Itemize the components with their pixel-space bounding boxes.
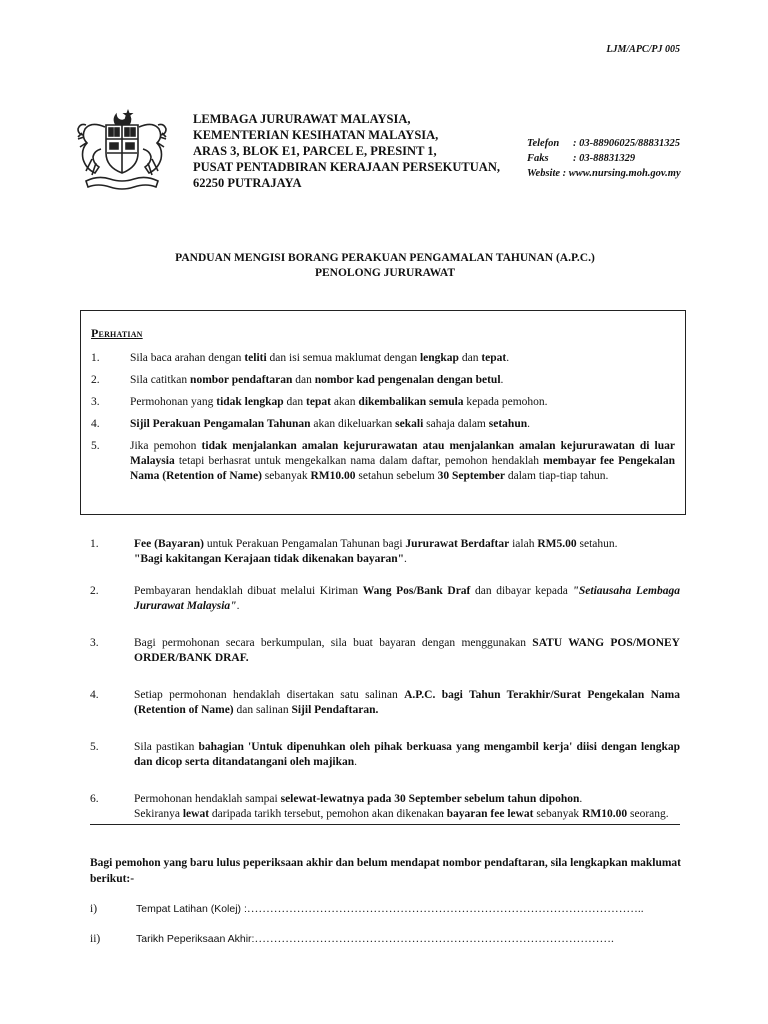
field-number: i) [90, 903, 98, 915]
text-run: Sila pastikan [134, 741, 199, 753]
text-run: . [404, 553, 407, 565]
text-run: RM5.00 [537, 538, 577, 550]
website-row: Website : www.nursing.moh.gov.my [527, 167, 681, 179]
text-run: Sila catitkan [130, 374, 191, 386]
text-run: tidak lengkap [216, 396, 284, 408]
address-line: ARAS 3, BLOK E1, PARCEL E, PRESINT 1, [193, 144, 437, 158]
text-run: SATU WANG POS/MONEY ORDER/BANK DRAF. [134, 637, 680, 664]
item-text [130, 417, 675, 432]
fill-field-training-college[interactable] [90, 903, 682, 915]
text-run: Wang Pos/Bank Draf [362, 585, 471, 597]
numbered-item [91, 351, 675, 366]
section-divider [90, 824, 680, 825]
text-run: tepat [306, 396, 331, 408]
text-run: bahagian 'Untuk dipenuhkan oleh pihak berkuasa yang mengambil kerja' diisi dengan lengkap dan dicop serta ditandatangani oleh majikan [134, 741, 680, 768]
numbered-item [90, 636, 680, 666]
fill-field-final-exam-date[interactable] [90, 933, 682, 945]
coat-of-arms-logo [72, 103, 172, 191]
item-text [134, 636, 680, 666]
numbered-item [91, 395, 675, 410]
text-run: kepada pemohon. [463, 396, 548, 408]
address-line: LEMBAGA JURURAWAT MALAYSIA, [193, 112, 411, 126]
title-line: PANDUAN MENGISI BORANG PERAKUAN PENGAMALAN TAHUNAN (A.P.C.) [175, 252, 595, 264]
text-run: Sijil Pendaftaran. [291, 704, 379, 716]
text-run: RM10.00 [310, 470, 356, 482]
item-text [130, 395, 675, 410]
item-number: 6. [90, 793, 99, 805]
item-text [134, 792, 680, 822]
reference-code: LJM/APC/PJ 005 [606, 44, 680, 55]
text-run: Jika pemohon [130, 440, 202, 452]
field-number: ii) [90, 933, 101, 945]
text-run: dan [292, 374, 315, 386]
text-run: tidak menjalankan amalan kejururawatan atau menjalankan amalan kejururawatan di luar Malaysia [130, 440, 675, 467]
numbered-item [91, 439, 675, 484]
numbered-item [90, 792, 680, 822]
item-number: 5. [91, 440, 100, 452]
numbered-item [90, 688, 680, 718]
faks-value: : 03-88831329 [573, 152, 636, 164]
notice-box [80, 310, 686, 515]
contact-block [527, 137, 681, 181]
text-run: nombor kad pengenalan dengan betul [314, 374, 501, 386]
notice-list [91, 351, 675, 484]
item-number: 1. [91, 352, 100, 364]
item-number: 2. [91, 374, 100, 386]
item-number: 2. [90, 585, 99, 597]
notice-heading: Perhatian [91, 326, 143, 340]
address-line: KEMENTERIAN KESIHATAN MALAYSIA, [193, 128, 439, 142]
text-run: . [354, 756, 358, 768]
text-run: untuk Perakuan Pengamalan Tahunan bagi [203, 538, 406, 550]
text-run: lewat [182, 808, 210, 820]
text-run: . [506, 352, 510, 364]
telefon-row [527, 137, 681, 152]
faks-row [527, 152, 681, 167]
organization-address [193, 111, 500, 191]
fill-line[interactable]: ………………………………………………………………………………………….. [246, 903, 644, 915]
faks-label: Faks [527, 152, 549, 164]
text-run: sahaja dalam [423, 418, 489, 430]
text-run: tetapi berhasrat untuk mengekalkan nama dalam daftar, pemohon hendaklah [174, 455, 544, 467]
numbered-item [90, 740, 680, 770]
item-text [134, 584, 680, 614]
address-line: 62250 PUTRAJAYA [193, 176, 302, 190]
new-applicant-intro: Bagi pemohon yang baru lulus peperiksaan akhir dan belum mendapat nombor pendaftaran, sila lengkapkan maklumat berikut:- [90, 857, 682, 885]
text-run: setahun [488, 418, 528, 430]
text-run: . [236, 600, 240, 612]
fill-line[interactable]: …………………………………………………………………………………. [254, 933, 614, 945]
text-run: dan [283, 396, 307, 408]
address-line: PUSAT PENTADBIRAN KERAJAAN PERSEKUTUAN, [193, 160, 500, 174]
text-run: . [527, 418, 530, 430]
text-run: dan salinan [233, 704, 292, 716]
text-run: dalam tiap-tiap tahun. [504, 470, 609, 482]
item-text [130, 351, 675, 366]
text-run: Permohonan yang [130, 396, 217, 408]
text-run: Sila baca arahan dengan [130, 352, 245, 364]
numbered-item [90, 584, 680, 614]
item-text [130, 439, 675, 484]
text-run: dan isi semua maklumat dengan [266, 352, 420, 364]
telefon-value: : 03-88906025/88831325 [573, 138, 681, 149]
item-text [134, 537, 680, 567]
item-number: 4. [90, 689, 99, 701]
text-run: . [579, 793, 583, 805]
text-run: akan [330, 396, 359, 408]
text-run: daripada tarikh tersebut, pemohon akan dikenakan [209, 808, 447, 820]
item-number: 3. [90, 637, 99, 649]
text-run: ialah [509, 538, 538, 550]
text-run: A.P.C. bagi Tahun Terakhir/Surat Pengekalan Nama (Retention of Name) [134, 689, 681, 716]
telefon-label: Telefon [527, 138, 560, 149]
item-number: 4. [91, 418, 100, 430]
item-number: 1. [90, 538, 99, 550]
text-run: 30 September [437, 470, 505, 482]
text-run: Sekiranya [134, 808, 183, 820]
document-title [60, 251, 710, 281]
text-run: sekali [395, 418, 424, 430]
text-run: setahun. [576, 538, 618, 550]
field-label: Tempat Latihan (Kolej) : [136, 903, 247, 915]
text-run: tepat [481, 352, 507, 364]
text-run: Bagi permohonan secara berkumpulan, sila buat bayaran dengan menggunakan [134, 637, 533, 649]
text-run: Setiap permohonan hendaklah disertakan satu salinan [134, 689, 405, 701]
text-run: sebanyak [261, 470, 311, 482]
item-text [134, 740, 680, 770]
item-text [134, 688, 680, 718]
text-run: teliti [244, 352, 267, 364]
text-run: akan dikeluarkan [310, 418, 396, 430]
numbered-item [90, 537, 680, 567]
item-number: 5. [90, 741, 99, 753]
text-run: sebanyak [533, 808, 583, 820]
text-run: setahun sebelum [355, 470, 438, 482]
text-run: Permohonan hendaklah sampai [134, 793, 281, 805]
text-run: nombor pendaftaran [190, 374, 293, 386]
text-run: RM10.00 [582, 808, 628, 820]
numbered-item [91, 373, 675, 388]
text-run: lengkap [419, 352, 459, 364]
text-run: Pembayaran hendaklah dibuat melalui Kiriman [134, 585, 363, 597]
text-run: Jururawat Berdaftar [405, 538, 510, 550]
text-run: membayar fee Pengekalan Nama (Retention of Name) [130, 455, 675, 482]
field-label: Tarikh Peperiksaan Akhir: [136, 933, 255, 945]
text-run: selewat-lewatnya pada 30 September sebelum tahun dipohon [280, 793, 580, 805]
text-run: dikembalikan semula [358, 396, 464, 408]
text-run: "Bagi kakitangan Kerajaan tidak dikenakan bayaran" [134, 553, 404, 565]
text-run: dan dibayar kepada [470, 585, 573, 597]
text-run: "Setiausaha Lembaga Jururawat Malaysia" [134, 585, 680, 612]
title-line: PENOLONG JURURAWAT [314, 267, 456, 279]
text-run: seorang. [627, 808, 669, 820]
item-number: 3. [91, 396, 100, 408]
item-text [130, 373, 675, 388]
instruction-list [90, 537, 680, 822]
text-run: . [500, 374, 504, 386]
text-run: bayaran fee lewat [446, 808, 534, 820]
text-run: Sijil Perakuan Pengamalan Tahunan [130, 418, 311, 430]
numbered-item [91, 417, 675, 432]
text-run: dan [458, 352, 482, 364]
text-run: Fee (Bayaran) [134, 538, 204, 550]
